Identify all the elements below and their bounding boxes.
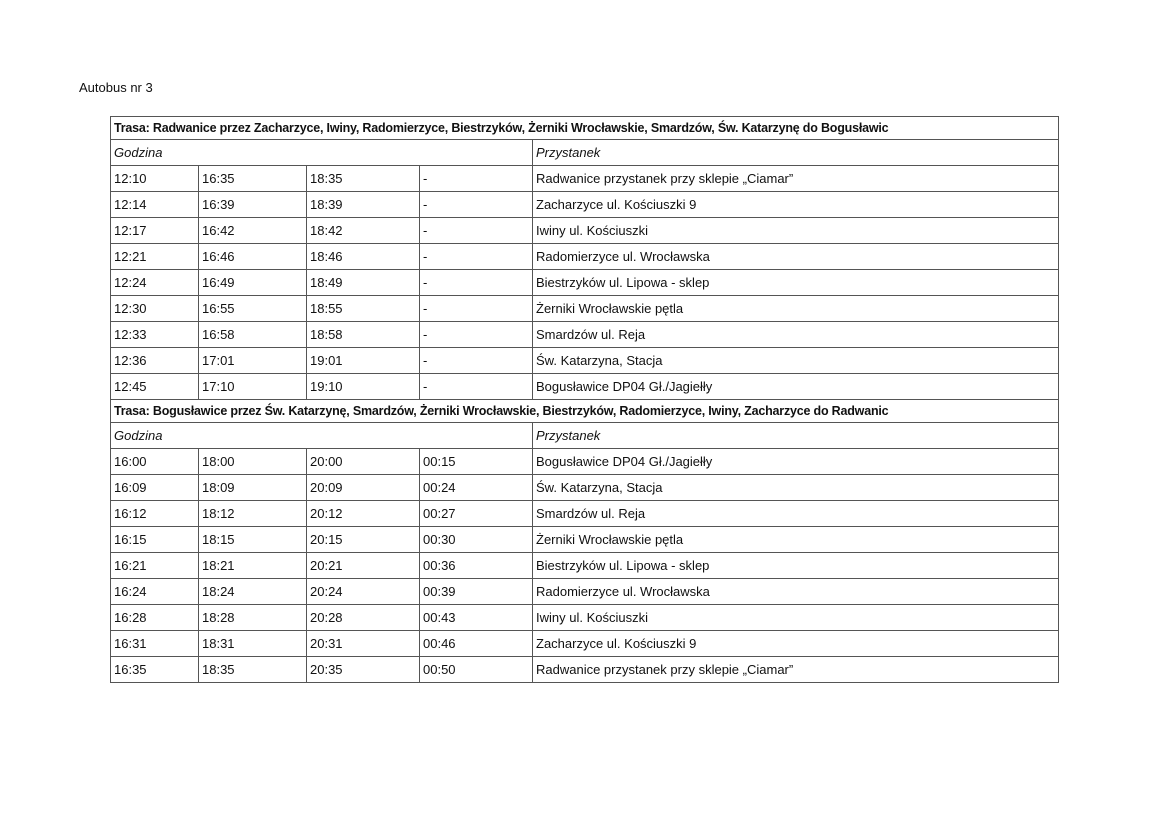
stop-name-cell: Żerniki Wrocławskie pętla <box>533 296 1059 322</box>
departure-time-cell: 19:01 <box>307 348 420 374</box>
departure-time-cell: 18:49 <box>307 270 420 296</box>
departure-time-cell: 16:31 <box>111 631 199 657</box>
departure-time-cell: 18:35 <box>199 657 307 683</box>
table-row <box>111 374 1059 400</box>
stop-name-cell: Radomierzyce ul. Wrocławska <box>533 244 1059 270</box>
departure-time-cell: 20:09 <box>307 475 420 501</box>
departure-time-cell: 18:28 <box>199 605 307 631</box>
timetable-body <box>111 117 1059 683</box>
departure-time-cell: 16:00 <box>111 449 199 475</box>
departure-time-cell: 20:12 <box>307 501 420 527</box>
departure-time-cell: 18:31 <box>199 631 307 657</box>
departure-time-cell: 18:15 <box>199 527 307 553</box>
stop-name-cell: Zacharzyce ul. Kościuszki 9 <box>533 631 1059 657</box>
table-row <box>111 631 1059 657</box>
departure-time-cell: 12:24 <box>111 270 199 296</box>
timetable <box>110 116 1059 683</box>
departure-time-cell: 12:36 <box>111 348 199 374</box>
departure-time-cell: - <box>420 348 533 374</box>
departure-time-cell: 16:12 <box>111 501 199 527</box>
departure-time-cell: 16:35 <box>199 166 307 192</box>
table-row <box>111 166 1059 192</box>
departure-time-cell: 00:39 <box>420 579 533 605</box>
departure-time-cell: 18:55 <box>307 296 420 322</box>
stop-name-cell: Biestrzyków ul. Lipowa - sklep <box>533 270 1059 296</box>
time-column-header: Godzina <box>111 140 533 166</box>
departure-time-cell: 18:12 <box>199 501 307 527</box>
departure-time-cell: 00:15 <box>420 449 533 475</box>
departure-time-cell: 12:30 <box>111 296 199 322</box>
table-row <box>111 475 1059 501</box>
departure-time-cell: 18:46 <box>307 244 420 270</box>
departure-time-cell: 12:10 <box>111 166 199 192</box>
table-row <box>111 605 1059 631</box>
stop-name-cell: Smardzów ul. Reja <box>533 501 1059 527</box>
departure-time-cell: 18:24 <box>199 579 307 605</box>
departure-time-cell: - <box>420 166 533 192</box>
departure-time-cell: 12:17 <box>111 218 199 244</box>
stop-name-cell: Radwanice przystanek przy sklepie „Ciamar” <box>533 657 1059 683</box>
departure-time-cell: 16:42 <box>199 218 307 244</box>
table-row <box>111 579 1059 605</box>
departure-time-cell: - <box>420 218 533 244</box>
column-header-row <box>111 140 1059 166</box>
table-row <box>111 553 1059 579</box>
stop-name-cell: Zacharzyce ul. Kościuszki 9 <box>533 192 1059 218</box>
table-row <box>111 192 1059 218</box>
time-column-header: Godzina <box>111 423 533 449</box>
departure-time-cell: 16:09 <box>111 475 199 501</box>
departure-time-cell: 20:28 <box>307 605 420 631</box>
stop-name-cell: Smardzów ul. Reja <box>533 322 1059 348</box>
departure-time-cell: 18:39 <box>307 192 420 218</box>
departure-time-cell: 16:58 <box>199 322 307 348</box>
departure-time-cell: 00:43 <box>420 605 533 631</box>
departure-time-cell: 12:14 <box>111 192 199 218</box>
departure-time-cell: 17:01 <box>199 348 307 374</box>
departure-time-cell: 00:50 <box>420 657 533 683</box>
departure-time-cell: 16:15 <box>111 527 199 553</box>
column-header-row <box>111 423 1059 449</box>
departure-time-cell: 18:35 <box>307 166 420 192</box>
stop-name-cell: Iwiny ul. Kościuszki <box>533 218 1059 244</box>
departure-time-cell: - <box>420 244 533 270</box>
route-header-row <box>111 400 1059 423</box>
stop-name-cell: Św. Katarzyna, Stacja <box>533 348 1059 374</box>
departure-time-cell: 18:00 <box>199 449 307 475</box>
departure-time-cell: 00:30 <box>420 527 533 553</box>
stop-name-cell: Radomierzyce ul. Wrocławska <box>533 579 1059 605</box>
departure-time-cell: 20:00 <box>307 449 420 475</box>
departure-time-cell: 18:09 <box>199 475 307 501</box>
departure-time-cell: 18:21 <box>199 553 307 579</box>
departure-time-cell: 16:39 <box>199 192 307 218</box>
table-row <box>111 218 1059 244</box>
departure-time-cell: - <box>420 270 533 296</box>
table-row <box>111 244 1059 270</box>
table-row <box>111 657 1059 683</box>
stop-name-cell: Radwanice przystanek przy sklepie „Ciamar” <box>533 166 1059 192</box>
departure-time-cell: 00:27 <box>420 501 533 527</box>
departure-time-cell: 00:36 <box>420 553 533 579</box>
route-header-row <box>111 117 1059 140</box>
table-row <box>111 296 1059 322</box>
departure-time-cell: - <box>420 374 533 400</box>
table-row <box>111 527 1059 553</box>
route-title: Trasa: Bogusławice przez Św. Katarzynę, Smardzów, Żerniki Wrocławskie, Biestrzyków, Radomierzyce, Iwiny, Zacharzyce do Radwanic <box>111 400 1059 423</box>
table-row <box>111 501 1059 527</box>
departure-time-cell: 16:21 <box>111 553 199 579</box>
departure-time-cell: 20:24 <box>307 579 420 605</box>
page-title: Autobus nr 3 <box>79 80 153 95</box>
route-title: Trasa: Radwanice przez Zacharzyce, Iwiny, Radomierzyce, Biestrzyków, Żerniki Wrocławskie, Smardzów, Św. Katarzynę do Bogusławic <box>111 117 1059 140</box>
departure-time-cell: 20:15 <box>307 527 420 553</box>
departure-time-cell: 12:45 <box>111 374 199 400</box>
departure-time-cell: 16:46 <box>199 244 307 270</box>
table-row <box>111 270 1059 296</box>
stop-name-cell: Bogusławice DP04 Gł./Jagiełły <box>533 449 1059 475</box>
departure-time-cell: 18:42 <box>307 218 420 244</box>
departure-time-cell: 18:58 <box>307 322 420 348</box>
departure-time-cell: 00:24 <box>420 475 533 501</box>
stop-name-cell: Iwiny ul. Kościuszki <box>533 605 1059 631</box>
departure-time-cell: 20:35 <box>307 657 420 683</box>
table-row <box>111 449 1059 475</box>
stop-column-header: Przystanek <box>533 140 1059 166</box>
departure-time-cell: 20:21 <box>307 553 420 579</box>
departure-time-cell: - <box>420 192 533 218</box>
departure-time-cell: 16:28 <box>111 605 199 631</box>
table-row <box>111 348 1059 374</box>
table-row <box>111 322 1059 348</box>
departure-time-cell: 16:55 <box>199 296 307 322</box>
departure-time-cell: 12:33 <box>111 322 199 348</box>
stop-name-cell: Biestrzyków ul. Lipowa - sklep <box>533 553 1059 579</box>
departure-time-cell: 16:24 <box>111 579 199 605</box>
departure-time-cell: 12:21 <box>111 244 199 270</box>
stop-column-header: Przystanek <box>533 423 1059 449</box>
departure-time-cell: 17:10 <box>199 374 307 400</box>
stop-name-cell: Św. Katarzyna, Stacja <box>533 475 1059 501</box>
departure-time-cell: - <box>420 322 533 348</box>
departure-time-cell: 00:46 <box>420 631 533 657</box>
departure-time-cell: 16:49 <box>199 270 307 296</box>
departure-time-cell: 19:10 <box>307 374 420 400</box>
stop-name-cell: Żerniki Wrocławskie pętla <box>533 527 1059 553</box>
departure-time-cell: 20:31 <box>307 631 420 657</box>
stop-name-cell: Bogusławice DP04 Gł./Jagiełły <box>533 374 1059 400</box>
departure-time-cell: 16:35 <box>111 657 199 683</box>
departure-time-cell: - <box>420 296 533 322</box>
